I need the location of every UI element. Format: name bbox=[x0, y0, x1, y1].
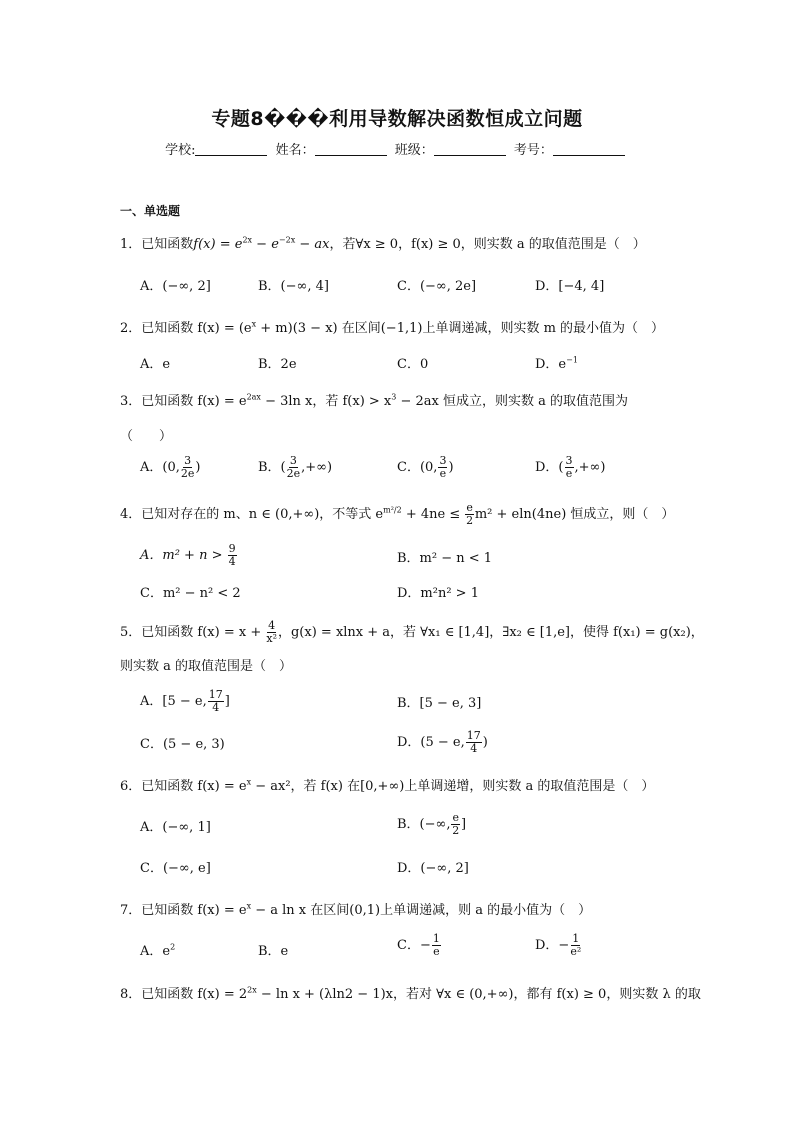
q1-option-a[interactable]: A．(−∞, 2] bbox=[140, 279, 211, 294]
q3-exp2: 3 bbox=[391, 392, 397, 402]
q3-a-pre: A．(0, bbox=[140, 460, 180, 475]
q3-b-den: 2e bbox=[286, 467, 301, 480]
q4-option-a[interactable] bbox=[140, 543, 238, 568]
q7-text: 已知函数 f(x) = e bbox=[141, 903, 247, 918]
q2-exp: x bbox=[251, 319, 257, 329]
q3-option-d[interactable] bbox=[535, 455, 605, 480]
q3-a-frac bbox=[181, 455, 195, 480]
q6-b-den: 2 bbox=[452, 824, 460, 837]
q6-b-post: ] bbox=[461, 817, 467, 832]
question-6 bbox=[120, 775, 654, 794]
q5-text: 已知函数 f(x) = x + bbox=[141, 625, 266, 640]
q5-rest: ，g(x) = xlnx + a，若 ∀x₁ ∈ [1,4]，∃x₂ ∈ [1,e]，使得 f(x₁) = g(x₂)， bbox=[277, 625, 704, 640]
q4-a-pre: A．m² + n > bbox=[140, 548, 227, 563]
q5-option-d[interactable] bbox=[397, 730, 488, 755]
q5-d-post: ) bbox=[482, 735, 488, 750]
name-blank[interactable] bbox=[315, 143, 387, 156]
q4-option-c[interactable]: C．m² − n² < 2 bbox=[140, 586, 241, 601]
q7-option-a[interactable] bbox=[140, 940, 175, 959]
question-4 bbox=[120, 502, 674, 527]
q3-c-num: 3 bbox=[439, 454, 447, 467]
q5-a-den: 4 bbox=[212, 701, 220, 714]
q4-text: 已知对存在的 m、n ∈ (0,+∞)，不等式 e bbox=[141, 507, 384, 522]
q4-a-num: 9 bbox=[228, 542, 236, 555]
q4-a-frac bbox=[228, 543, 237, 568]
q7-c-den: e bbox=[433, 945, 440, 958]
q1-exp1: 2x bbox=[242, 235, 253, 245]
q7-d-pre: D．− bbox=[535, 938, 570, 953]
q5-a-frac bbox=[208, 689, 224, 714]
q7-d-den: e² bbox=[570, 945, 582, 958]
q2-rest: + m)(3 − x) 在区间(−1,1)上单调递减，则实数 m 的最小值为（ ） bbox=[256, 321, 665, 336]
q3-d-pre: D．( bbox=[535, 460, 564, 475]
q3-exp1: 2ax bbox=[246, 392, 261, 402]
q7-rest: − a ln x 在区间(0,1)上单调递减，则 a 的最小值为（ ） bbox=[251, 903, 592, 918]
q3-number: 3． bbox=[120, 394, 142, 409]
q5-d-num: 17 bbox=[466, 729, 481, 742]
q1-text: 已知函数 bbox=[141, 237, 194, 252]
q6-option-c[interactable]: C．(−∞, e] bbox=[140, 861, 211, 876]
q5-a-num: 17 bbox=[208, 688, 223, 701]
q5-frac-den: x² bbox=[266, 632, 277, 645]
q1-mid: − e bbox=[252, 237, 279, 252]
q4-mid: + 4ne ≤ bbox=[401, 507, 465, 522]
q2-option-b[interactable]: B．2e bbox=[258, 357, 297, 372]
page-title: 专题8���利用导数解决函数恒成立问题 bbox=[211, 108, 583, 130]
q7-option-b[interactable]: B．e bbox=[258, 944, 289, 959]
q3-d-den: e bbox=[565, 467, 573, 480]
q7-c-num: 1 bbox=[432, 932, 440, 945]
q7-d-frac bbox=[570, 933, 581, 958]
q5-a-pre: A．[5 − e, bbox=[140, 694, 207, 709]
q1-option-b[interactable]: B．(−∞, 4] bbox=[258, 279, 329, 294]
question-1 bbox=[120, 233, 646, 252]
q3-rest: − 2ax 恒成立，则实数 a 的取值范围为 bbox=[396, 394, 629, 409]
q3-c-frac bbox=[438, 455, 447, 480]
q4-rest: m² + eln(4ne) 恒成立，则（ ） bbox=[474, 507, 675, 522]
q6-option-b[interactable] bbox=[397, 812, 466, 837]
q7-c-frac bbox=[432, 933, 441, 958]
q5-option-b[interactable]: B．[5 − e, 3] bbox=[397, 696, 482, 711]
q4-frac-den: 2 bbox=[466, 514, 474, 527]
q1-func: f(x) = e bbox=[193, 237, 243, 252]
q2-option-d-text: D．e bbox=[535, 357, 567, 372]
name-label: 姓名： bbox=[275, 143, 315, 158]
question-3 bbox=[120, 390, 628, 409]
q5-option-a[interactable] bbox=[140, 689, 230, 714]
q7-exp: x bbox=[246, 901, 252, 911]
q5-d-frac bbox=[466, 730, 482, 755]
question-8 bbox=[120, 983, 701, 1002]
q1-condition: ，若∀x ≥ 0，f(x) ≥ 0，则实数 a 的取值范围是（ ） bbox=[329, 237, 646, 252]
school-label: 学校: bbox=[165, 143, 196, 158]
q3-d-num: 3 bbox=[565, 454, 573, 467]
q2-option-d[interactable] bbox=[535, 353, 578, 372]
q3-c-post: ) bbox=[448, 460, 454, 475]
question-5 bbox=[120, 620, 704, 645]
section-heading: 一、单选题 bbox=[120, 204, 181, 218]
q3-c-den: e bbox=[439, 467, 447, 480]
q3-b-num: 3 bbox=[289, 454, 297, 467]
q4-exp: m²/2 bbox=[383, 505, 402, 515]
q7-number: 7． bbox=[120, 903, 142, 918]
q5-d-pre: D．(5 − e, bbox=[397, 735, 465, 750]
q5-a-post: ] bbox=[224, 694, 230, 709]
student-info-line bbox=[0, 139, 794, 158]
class-label: 班级： bbox=[394, 143, 434, 158]
q6-b-pre: B．(−∞, bbox=[397, 817, 451, 832]
q1-tail: − ax bbox=[295, 237, 330, 252]
q8-number: 8． bbox=[120, 987, 142, 1002]
q4-a-den: 4 bbox=[228, 555, 236, 568]
q3-text: 已知函数 f(x) = e bbox=[141, 394, 247, 409]
q7-d-num: 1 bbox=[572, 932, 580, 945]
q5-d-den: 4 bbox=[470, 742, 478, 755]
q3-b-post: ,+∞) bbox=[301, 460, 333, 475]
q5-frac-num: 4 bbox=[268, 619, 276, 632]
q1-option-d[interactable]: D．[−4, 4] bbox=[535, 279, 605, 294]
q6-rest: − ax²，若 f(x) 在[0,+∞)上单调递增，则实数 a 的取值范围是（ ） bbox=[251, 779, 655, 794]
q4-frac-num: e bbox=[466, 501, 473, 514]
q5-number: 5． bbox=[120, 625, 142, 640]
q3-a-den: 2e bbox=[180, 467, 195, 480]
q1-option-c[interactable]: C．(−∞, 2e] bbox=[397, 279, 477, 294]
q3-option-b[interactable] bbox=[258, 455, 332, 480]
exam-no-blank[interactable] bbox=[553, 143, 625, 156]
q2-option-a[interactable]: A．e bbox=[140, 357, 171, 372]
q1-number: 1． bbox=[120, 237, 142, 252]
q7-option-c[interactable] bbox=[397, 933, 442, 958]
q2-text: 已知函数 f(x) = (e bbox=[141, 321, 252, 336]
q6-option-d[interactable]: D．(−∞, 2] bbox=[397, 861, 469, 876]
q8-exp: 2x bbox=[247, 985, 257, 995]
q3-option-a[interactable] bbox=[140, 455, 200, 480]
q5-frac bbox=[266, 620, 277, 645]
school-blank[interactable] bbox=[195, 143, 267, 156]
exam-no-label: 考号： bbox=[513, 143, 553, 158]
q3-paren: （ ） bbox=[120, 429, 173, 444]
q1-exp2: −2x bbox=[278, 235, 296, 245]
q6-b-frac bbox=[451, 812, 460, 837]
q3-c-pre: C．(0, bbox=[397, 460, 438, 475]
q6-text: 已知函数 f(x) = e bbox=[141, 779, 247, 794]
class-blank[interactable] bbox=[434, 143, 506, 156]
q8-text: 已知函数 f(x) = 2 bbox=[141, 987, 248, 1002]
q3-mid: − 3ln x，若 f(x) > x bbox=[260, 394, 392, 409]
q3-option-c[interactable] bbox=[397, 455, 454, 480]
q2-option-c[interactable]: C．0 bbox=[397, 357, 429, 372]
q7-c-pre: C．− bbox=[397, 938, 431, 953]
q3-a-num: 3 bbox=[184, 454, 192, 467]
q2-number: 2． bbox=[120, 321, 142, 336]
q6-b-num: e bbox=[452, 811, 459, 824]
q3-d-frac bbox=[565, 455, 574, 480]
q3-b-frac bbox=[287, 455, 301, 480]
q5-option-c[interactable]: C．(5 − e, 3) bbox=[140, 737, 225, 752]
q6-option-a[interactable]: A．(−∞, 1] bbox=[140, 820, 211, 835]
question-2 bbox=[120, 317, 664, 336]
q6-exp: x bbox=[246, 777, 252, 787]
q7-option-d[interactable] bbox=[535, 933, 582, 958]
q4-number: 4． bbox=[120, 507, 142, 522]
q2-option-d-exp: −1 bbox=[566, 355, 578, 365]
q4-frac bbox=[465, 502, 474, 527]
q7-a-text: A．e bbox=[140, 944, 171, 959]
q3-d-post: ,+∞) bbox=[574, 460, 606, 475]
q6-number: 6． bbox=[120, 779, 142, 794]
question-7 bbox=[120, 899, 591, 918]
q4-option-b[interactable]: B．m² − n < 1 bbox=[397, 551, 493, 566]
q5-line2: 则实数 a 的取值范围是（ ） bbox=[120, 659, 293, 674]
q3-a-post: ) bbox=[195, 460, 201, 475]
q3-b-pre: B．( bbox=[258, 460, 286, 475]
q7-a-exp: 2 bbox=[170, 942, 176, 952]
q8-rest: − ln x + (λln2 − 1)x，若对 ∀x ∈ (0,+∞)，都有 f(x) ≥ 0，则实数 λ 的取 bbox=[256, 987, 701, 1002]
q4-option-d[interactable]: D．m²n² > 1 bbox=[397, 586, 479, 601]
